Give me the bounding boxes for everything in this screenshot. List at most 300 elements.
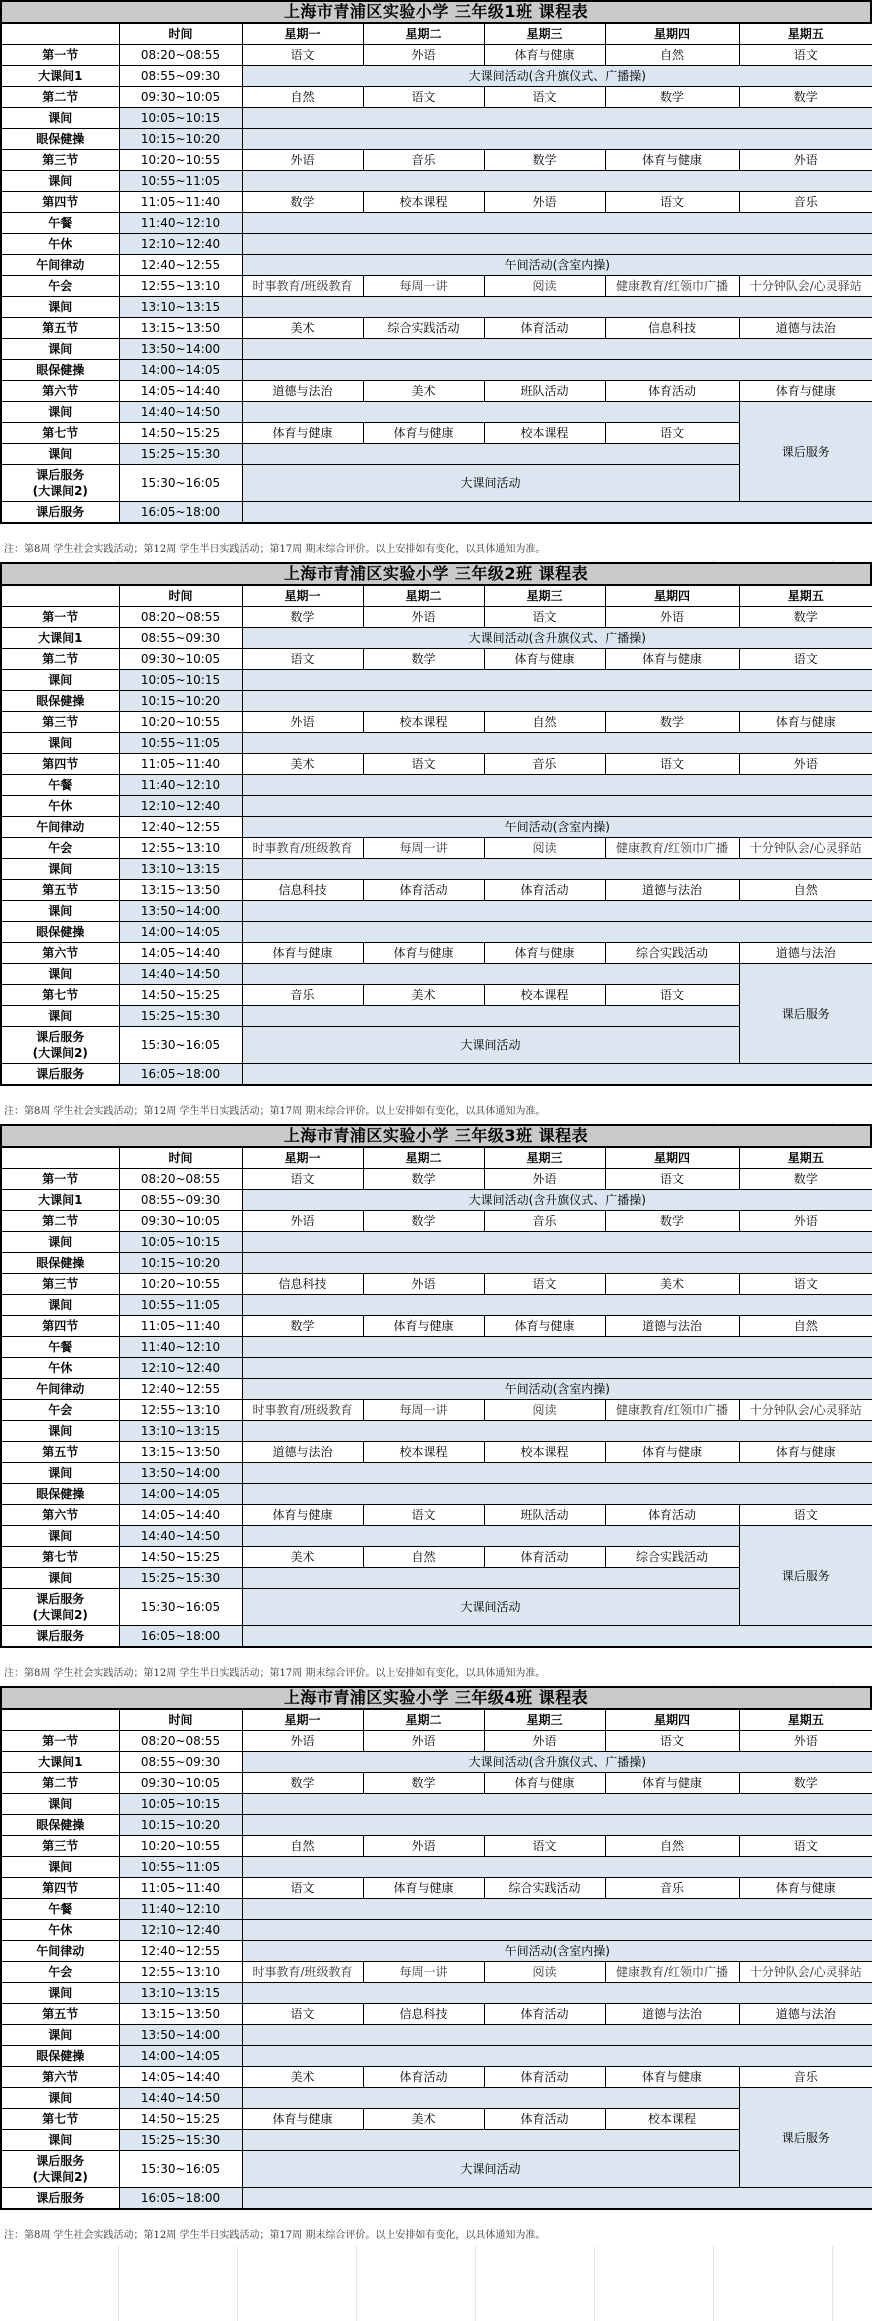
column-header: 星期三: [484, 23, 605, 45]
course-cell: 道德与法治: [739, 943, 872, 964]
period-label: 课间: [1, 339, 119, 360]
time-cell: 11:05~11:40: [119, 754, 242, 775]
period-label: 课间: [1, 964, 119, 985]
course-cell: 音乐: [242, 985, 363, 1006]
period-label: 第四节: [1, 754, 119, 775]
time-cell: 12:10~12:40: [119, 1358, 242, 1379]
time-cell: 12:55~13:10: [119, 1962, 242, 1983]
time-cell: 14:05~14:40: [119, 1505, 242, 1526]
period-label: 课间: [1, 108, 119, 129]
course-cell: 语文: [484, 1274, 605, 1295]
time-cell: 14:05~14:40: [119, 381, 242, 402]
period-label: 午会: [1, 838, 119, 859]
time-cell: 11:05~11:40: [119, 1316, 242, 1337]
column-header: 星期四: [605, 1709, 739, 1731]
period-label: 课后服务 (大课间2): [1, 465, 119, 502]
course-cell: 校本课程: [484, 423, 605, 444]
course-cell: 体育与健康: [363, 1316, 484, 1337]
period-label: 眼保健操: [1, 1815, 119, 1836]
empty-grid-area: [0, 2246, 872, 2321]
table-row: [1, 817, 872, 838]
table-row: [1, 1857, 872, 1878]
activity-cell: 大课间活动(含升旗仪式、广播操): [242, 1190, 872, 1211]
course-cell: 语文: [739, 45, 872, 66]
table-row: [1, 318, 872, 339]
time-cell: 14:50~15:25: [119, 2109, 242, 2130]
column-header: 星期三: [484, 1709, 605, 1731]
schedule-title: 上海市青浦区实验小学 三年级2班 课程表: [0, 562, 872, 584]
period-label: 大课间1: [1, 1190, 119, 1211]
table-row: [1, 234, 872, 255]
period-label: 午会: [1, 1962, 119, 1983]
blank-cell: [242, 670, 872, 691]
table-row: [1, 339, 872, 360]
time-cell: 11:05~11:40: [119, 192, 242, 213]
blank-cell: [242, 1983, 872, 2004]
blank-cell: [242, 234, 872, 255]
course-cell: 综合实践活动: [605, 1547, 739, 1568]
course-cell: 语文: [484, 1836, 605, 1857]
period-label: 课后服务: [1, 1064, 119, 1086]
blank-cell: [242, 1568, 739, 1589]
period-label: 课间: [1, 171, 119, 192]
period-label: 课间: [1, 2088, 119, 2109]
course-cell: 体育与健康: [484, 943, 605, 964]
time-cell: 14:40~14:50: [119, 402, 242, 423]
time-cell: 15:30~16:05: [119, 2151, 242, 2188]
course-cell: 体育与健康: [484, 45, 605, 66]
schedule-table: [0, 1708, 872, 2210]
course-cell: 音乐: [739, 192, 872, 213]
period-label: 课间: [1, 859, 119, 880]
course-cell: 体育与健康: [242, 423, 363, 444]
period-label: 午间律动: [1, 1379, 119, 1400]
time-cell: 14:05~14:40: [119, 2067, 242, 2088]
period-label: 课后服务 (大课间2): [1, 1027, 119, 1064]
course-cell: 数学: [484, 150, 605, 171]
course-cell: 音乐: [484, 1211, 605, 1232]
table-row: [1, 360, 872, 381]
course-cell: 体育活动: [605, 1505, 739, 1526]
course-cell: 音乐: [605, 1878, 739, 1899]
course-cell: 综合实践活动: [484, 1878, 605, 1899]
schedule-title: 上海市青浦区实验小学 三年级3班 课程表: [0, 1124, 872, 1146]
course-cell: 信息科技: [605, 318, 739, 339]
time-cell: 08:55~09:30: [119, 1190, 242, 1211]
period-label: 课后服务: [1, 502, 119, 524]
course-cell: 外语: [363, 1274, 484, 1295]
period-label: 课间: [1, 1006, 119, 1027]
course-cell: 自然: [242, 87, 363, 108]
course-cell: 自然: [484, 712, 605, 733]
course-cell: 体育活动: [363, 880, 484, 901]
course-cell: 校本课程: [363, 192, 484, 213]
table-row: [1, 2004, 872, 2025]
schedule-table: [0, 584, 872, 1086]
column-header: 星期一: [242, 1147, 363, 1169]
table-row: [1, 2025, 872, 2046]
table-row: [1, 754, 872, 775]
table-row: [1, 45, 872, 66]
period-label: 大课间1: [1, 1752, 119, 1773]
period-label: 午间律动: [1, 1941, 119, 1962]
table-row: [1, 1626, 872, 1648]
period-label: 课间: [1, 1794, 119, 1815]
course-cell: 体育活动: [605, 381, 739, 402]
course-cell: 语文: [484, 87, 605, 108]
course-cell: 自然: [242, 1836, 363, 1857]
table-row: [1, 1505, 872, 1526]
time-cell: 14:50~15:25: [119, 1547, 242, 1568]
course-cell: 语文: [605, 754, 739, 775]
after-school-cell: 课后服务: [739, 2088, 872, 2188]
time-cell: 13:50~14:00: [119, 2025, 242, 2046]
blank-cell: [242, 859, 872, 880]
course-cell: 语文: [484, 607, 605, 628]
blank-cell: [242, 2088, 739, 2109]
course-cell: 校本课程: [605, 2109, 739, 2130]
course-cell: 美术: [363, 985, 484, 1006]
period-label: 第二节: [1, 87, 119, 108]
blank-cell: [242, 1815, 872, 1836]
time-cell: 13:50~14:00: [119, 1463, 242, 1484]
meeting-topic: 健康教育/红领巾广播: [605, 276, 739, 297]
period-label: 第三节: [1, 1274, 119, 1295]
period-label: 午餐: [1, 775, 119, 796]
course-cell: 数学: [605, 712, 739, 733]
period-label: 午餐: [1, 213, 119, 234]
corner-cell: [1, 1709, 119, 1731]
column-header: 时间: [119, 1147, 242, 1169]
period-label: 眼保健操: [1, 922, 119, 943]
time-cell: 12:40~12:55: [119, 817, 242, 838]
period-label: 眼保健操: [1, 129, 119, 150]
time-cell: 08:55~09:30: [119, 628, 242, 649]
time-cell: 10:55~11:05: [119, 171, 242, 192]
table-row: [1, 2088, 872, 2109]
period-label: 午间律动: [1, 817, 119, 838]
course-cell: 语文: [242, 45, 363, 66]
period-label: 午休: [1, 1920, 119, 1941]
table-row: [1, 108, 872, 129]
course-cell: 道德与法治: [605, 1316, 739, 1337]
time-cell: 10:05~10:15: [119, 1794, 242, 1815]
table-row: [1, 171, 872, 192]
time-cell: 11:40~12:10: [119, 213, 242, 234]
schedule-table: [0, 22, 872, 524]
schedule-note: 注：第8周 学生社会实践活动；第12周 学生半日实践活动；第17周 期末综合评价。以上安排如有变化，以具体通知为准。: [4, 544, 546, 555]
time-cell: 10:55~11:05: [119, 1857, 242, 1878]
time-cell: 15:30~16:05: [119, 1589, 242, 1626]
course-cell: 班队活动: [484, 1505, 605, 1526]
course-cell: 体育与健康: [605, 649, 739, 670]
course-cell: 语文: [739, 1836, 872, 1857]
course-cell: 自然: [739, 1316, 872, 1337]
course-cell: 道德与法治: [739, 318, 872, 339]
activity-cell: 大课间活动: [242, 465, 739, 502]
course-cell: 外语: [484, 192, 605, 213]
activity-cell: 大课间活动: [242, 2151, 739, 2188]
blank-cell: [242, 108, 872, 129]
period-label: 课间: [1, 402, 119, 423]
column-header: 星期二: [363, 23, 484, 45]
meeting-topic: 每周一讲: [363, 276, 484, 297]
time-cell: 10:20~10:55: [119, 150, 242, 171]
column-header: 星期五: [739, 1709, 872, 1731]
period-label: 课后服务: [1, 1626, 119, 1648]
time-cell: 15:25~15:30: [119, 1006, 242, 1027]
course-cell: 信息科技: [242, 880, 363, 901]
blank-cell: [242, 1358, 872, 1379]
course-cell: 校本课程: [484, 1442, 605, 1463]
time-cell: 13:10~13:15: [119, 859, 242, 880]
table-row: [1, 213, 872, 234]
table-row: [1, 712, 872, 733]
course-cell: 体育与健康: [363, 943, 484, 964]
period-label: 午会: [1, 276, 119, 297]
time-cell: 13:15~13:50: [119, 2004, 242, 2025]
meeting-topic: 每周一讲: [363, 838, 484, 859]
blank-cell: [242, 1526, 739, 1547]
activity-cell: 午间活动(含室内操): [242, 1941, 872, 1962]
time-cell: 15:30~16:05: [119, 1027, 242, 1064]
period-label: 眼保健操: [1, 1484, 119, 1505]
course-cell: 美术: [363, 2109, 484, 2130]
course-cell: 体育与健康: [739, 1878, 872, 1899]
table-row: [1, 1526, 872, 1547]
after-school-cell: 课后服务: [739, 964, 872, 1064]
column-header: 星期一: [242, 1709, 363, 1731]
period-label: 课后服务 (大课间2): [1, 1589, 119, 1626]
activity-cell: 午间活动(含室内操): [242, 1379, 872, 1400]
table-row: [1, 502, 872, 524]
course-cell: 外语: [363, 45, 484, 66]
time-cell: 14:00~14:05: [119, 2046, 242, 2067]
course-cell: 自然: [605, 45, 739, 66]
course-cell: 数学: [363, 649, 484, 670]
time-cell: 15:25~15:30: [119, 2130, 242, 2151]
blank-cell: [242, 796, 872, 817]
period-label: 第一节: [1, 1731, 119, 1752]
blank-cell: [242, 2025, 872, 2046]
course-cell: 语文: [739, 1505, 872, 1526]
course-cell: 校本课程: [484, 985, 605, 1006]
time-cell: 12:55~13:10: [119, 1400, 242, 1421]
course-cell: 体育活动: [484, 2067, 605, 2088]
period-label: 课间: [1, 1526, 119, 1547]
course-cell: 体育与健康: [739, 712, 872, 733]
course-cell: 数学: [242, 607, 363, 628]
blank-cell: [242, 1295, 872, 1316]
meeting-topic: 时事教育/班级教育: [242, 1400, 363, 1421]
blank-cell: [242, 360, 872, 381]
course-cell: 美术: [242, 318, 363, 339]
table-row: [1, 381, 872, 402]
blank-cell: [242, 213, 872, 234]
course-cell: 信息科技: [363, 2004, 484, 2025]
course-cell: 数学: [605, 87, 739, 108]
blank-cell: [242, 2188, 872, 2210]
blank-cell: [242, 1857, 872, 1878]
course-cell: 体育与健康: [739, 381, 872, 402]
table-row: [1, 901, 872, 922]
time-cell: 13:15~13:50: [119, 880, 242, 901]
table-row: [1, 649, 872, 670]
after-school-cell: 课后服务: [739, 402, 872, 502]
period-label: 第七节: [1, 985, 119, 1006]
time-cell: 13:10~13:15: [119, 297, 242, 318]
table-row: [1, 1920, 872, 1941]
period-label: 午休: [1, 234, 119, 255]
time-cell: 08:20~08:55: [119, 1731, 242, 1752]
table-row: [1, 1211, 872, 1232]
course-cell: 数学: [242, 1773, 363, 1794]
time-cell: 12:40~12:55: [119, 1379, 242, 1400]
table-row: [1, 1878, 872, 1899]
corner-cell: [1, 23, 119, 45]
table-row: [1, 1379, 872, 1400]
course-cell: 体育活动: [484, 1547, 605, 1568]
course-cell: 体育与健康: [484, 1773, 605, 1794]
time-cell: 10:15~10:20: [119, 129, 242, 150]
period-label: 课间: [1, 1232, 119, 1253]
schedule-title: 上海市青浦区实验小学 三年级1班 课程表: [0, 0, 872, 22]
table-row: [1, 66, 872, 87]
table-row: [1, 859, 872, 880]
course-cell: 外语: [363, 1836, 484, 1857]
blank-cell: [242, 171, 872, 192]
time-cell: 16:05~18:00: [119, 1064, 242, 1086]
blank-cell: [242, 2046, 872, 2067]
blank-cell: [242, 1920, 872, 1941]
time-cell: 12:40~12:55: [119, 1941, 242, 1962]
course-cell: 体育活动: [484, 318, 605, 339]
course-cell: 外语: [484, 1169, 605, 1190]
time-cell: 08:55~09:30: [119, 1752, 242, 1773]
activity-cell: 大课间活动(含升旗仪式、广播操): [242, 1752, 872, 1773]
period-label: 第三节: [1, 1836, 119, 1857]
table-row: [1, 838, 872, 859]
period-label: 课间: [1, 670, 119, 691]
table-row: [1, 255, 872, 276]
table-row: [1, 964, 872, 985]
column-header: 星期三: [484, 585, 605, 607]
table-row: [1, 670, 872, 691]
time-cell: 14:00~14:05: [119, 922, 242, 943]
column-header: 星期五: [739, 585, 872, 607]
course-cell: 数学: [363, 1169, 484, 1190]
period-label: 第四节: [1, 192, 119, 213]
table-row: [1, 796, 872, 817]
course-cell: 数学: [739, 607, 872, 628]
table-row: [1, 1358, 872, 1379]
table-row: [1, 87, 872, 108]
course-cell: 道德与法治: [242, 1442, 363, 1463]
course-cell: 外语: [363, 607, 484, 628]
meeting-topic: 十分钟队会/心灵驿站: [739, 1400, 872, 1421]
meeting-topic: 时事教育/班级教育: [242, 276, 363, 297]
period-label: 课间: [1, 1295, 119, 1316]
course-cell: 体育与健康: [242, 1505, 363, 1526]
blank-cell: [242, 129, 872, 150]
period-label: 课间: [1, 297, 119, 318]
blank-cell: [242, 1626, 872, 1648]
course-cell: 体育与健康: [605, 1442, 739, 1463]
table-row: [1, 129, 872, 150]
course-cell: 外语: [242, 150, 363, 171]
course-cell: 体育与健康: [739, 1442, 872, 1463]
period-label: 第六节: [1, 381, 119, 402]
time-cell: 10:05~10:15: [119, 670, 242, 691]
course-cell: 语文: [242, 1878, 363, 1899]
course-cell: 体育与健康: [605, 1773, 739, 1794]
period-label: 大课间1: [1, 66, 119, 87]
period-label: 午休: [1, 1358, 119, 1379]
course-cell: 外语: [484, 1731, 605, 1752]
table-row: [1, 402, 872, 423]
time-cell: 15:25~15:30: [119, 1568, 242, 1589]
course-cell: 外语: [242, 712, 363, 733]
header-row: [1, 23, 872, 45]
blank-cell: [242, 922, 872, 943]
table-row: [1, 1295, 872, 1316]
period-label: 第五节: [1, 1442, 119, 1463]
time-cell: 10:20~10:55: [119, 1274, 242, 1295]
table-row: [1, 1253, 872, 1274]
after-school-cell: 课后服务: [739, 1526, 872, 1626]
blank-cell: [242, 1253, 872, 1274]
time-cell: 14:50~15:25: [119, 423, 242, 444]
table-row: [1, 1337, 872, 1358]
blank-cell: [242, 444, 739, 465]
table-row: [1, 2188, 872, 2210]
table-row: [1, 1983, 872, 2004]
time-cell: 09:30~10:05: [119, 1773, 242, 1794]
table-row: [1, 691, 872, 712]
time-cell: 12:10~12:40: [119, 796, 242, 817]
course-cell: 体育活动: [484, 2109, 605, 2130]
course-cell: 数学: [739, 1773, 872, 1794]
time-cell: 12:55~13:10: [119, 276, 242, 297]
activity-cell: 大课间活动(含升旗仪式、广播操): [242, 628, 872, 649]
course-cell: 语文: [605, 423, 739, 444]
column-header: 星期四: [605, 585, 739, 607]
table-row: [1, 1316, 872, 1337]
period-label: 第三节: [1, 150, 119, 171]
time-cell: 12:10~12:40: [119, 234, 242, 255]
course-cell: 语文: [363, 754, 484, 775]
blank-cell: [242, 1484, 872, 1505]
corner-cell: [1, 1147, 119, 1169]
column-header: 星期五: [739, 23, 872, 45]
period-label: 眼保健操: [1, 360, 119, 381]
table-row: [1, 1794, 872, 1815]
time-cell: 09:30~10:05: [119, 649, 242, 670]
schedule-note: 注：第8周 学生社会实践活动；第12周 学生半日实践活动；第17周 期末综合评价。以上安排如有变化，以具体通知为准。: [4, 2230, 546, 2241]
table-row: [1, 1274, 872, 1295]
period-label: 午休: [1, 796, 119, 817]
course-cell: 道德与法治: [242, 381, 363, 402]
column-header: 时间: [119, 585, 242, 607]
column-header: 星期二: [363, 585, 484, 607]
course-cell: 美术: [242, 1547, 363, 1568]
time-cell: 14:05~14:40: [119, 943, 242, 964]
meeting-topic: 健康教育/红领巾广播: [605, 838, 739, 859]
time-cell: 11:40~12:10: [119, 775, 242, 796]
column-header: 星期四: [605, 23, 739, 45]
column-header: 时间: [119, 23, 242, 45]
time-cell: 10:20~10:55: [119, 1836, 242, 1857]
